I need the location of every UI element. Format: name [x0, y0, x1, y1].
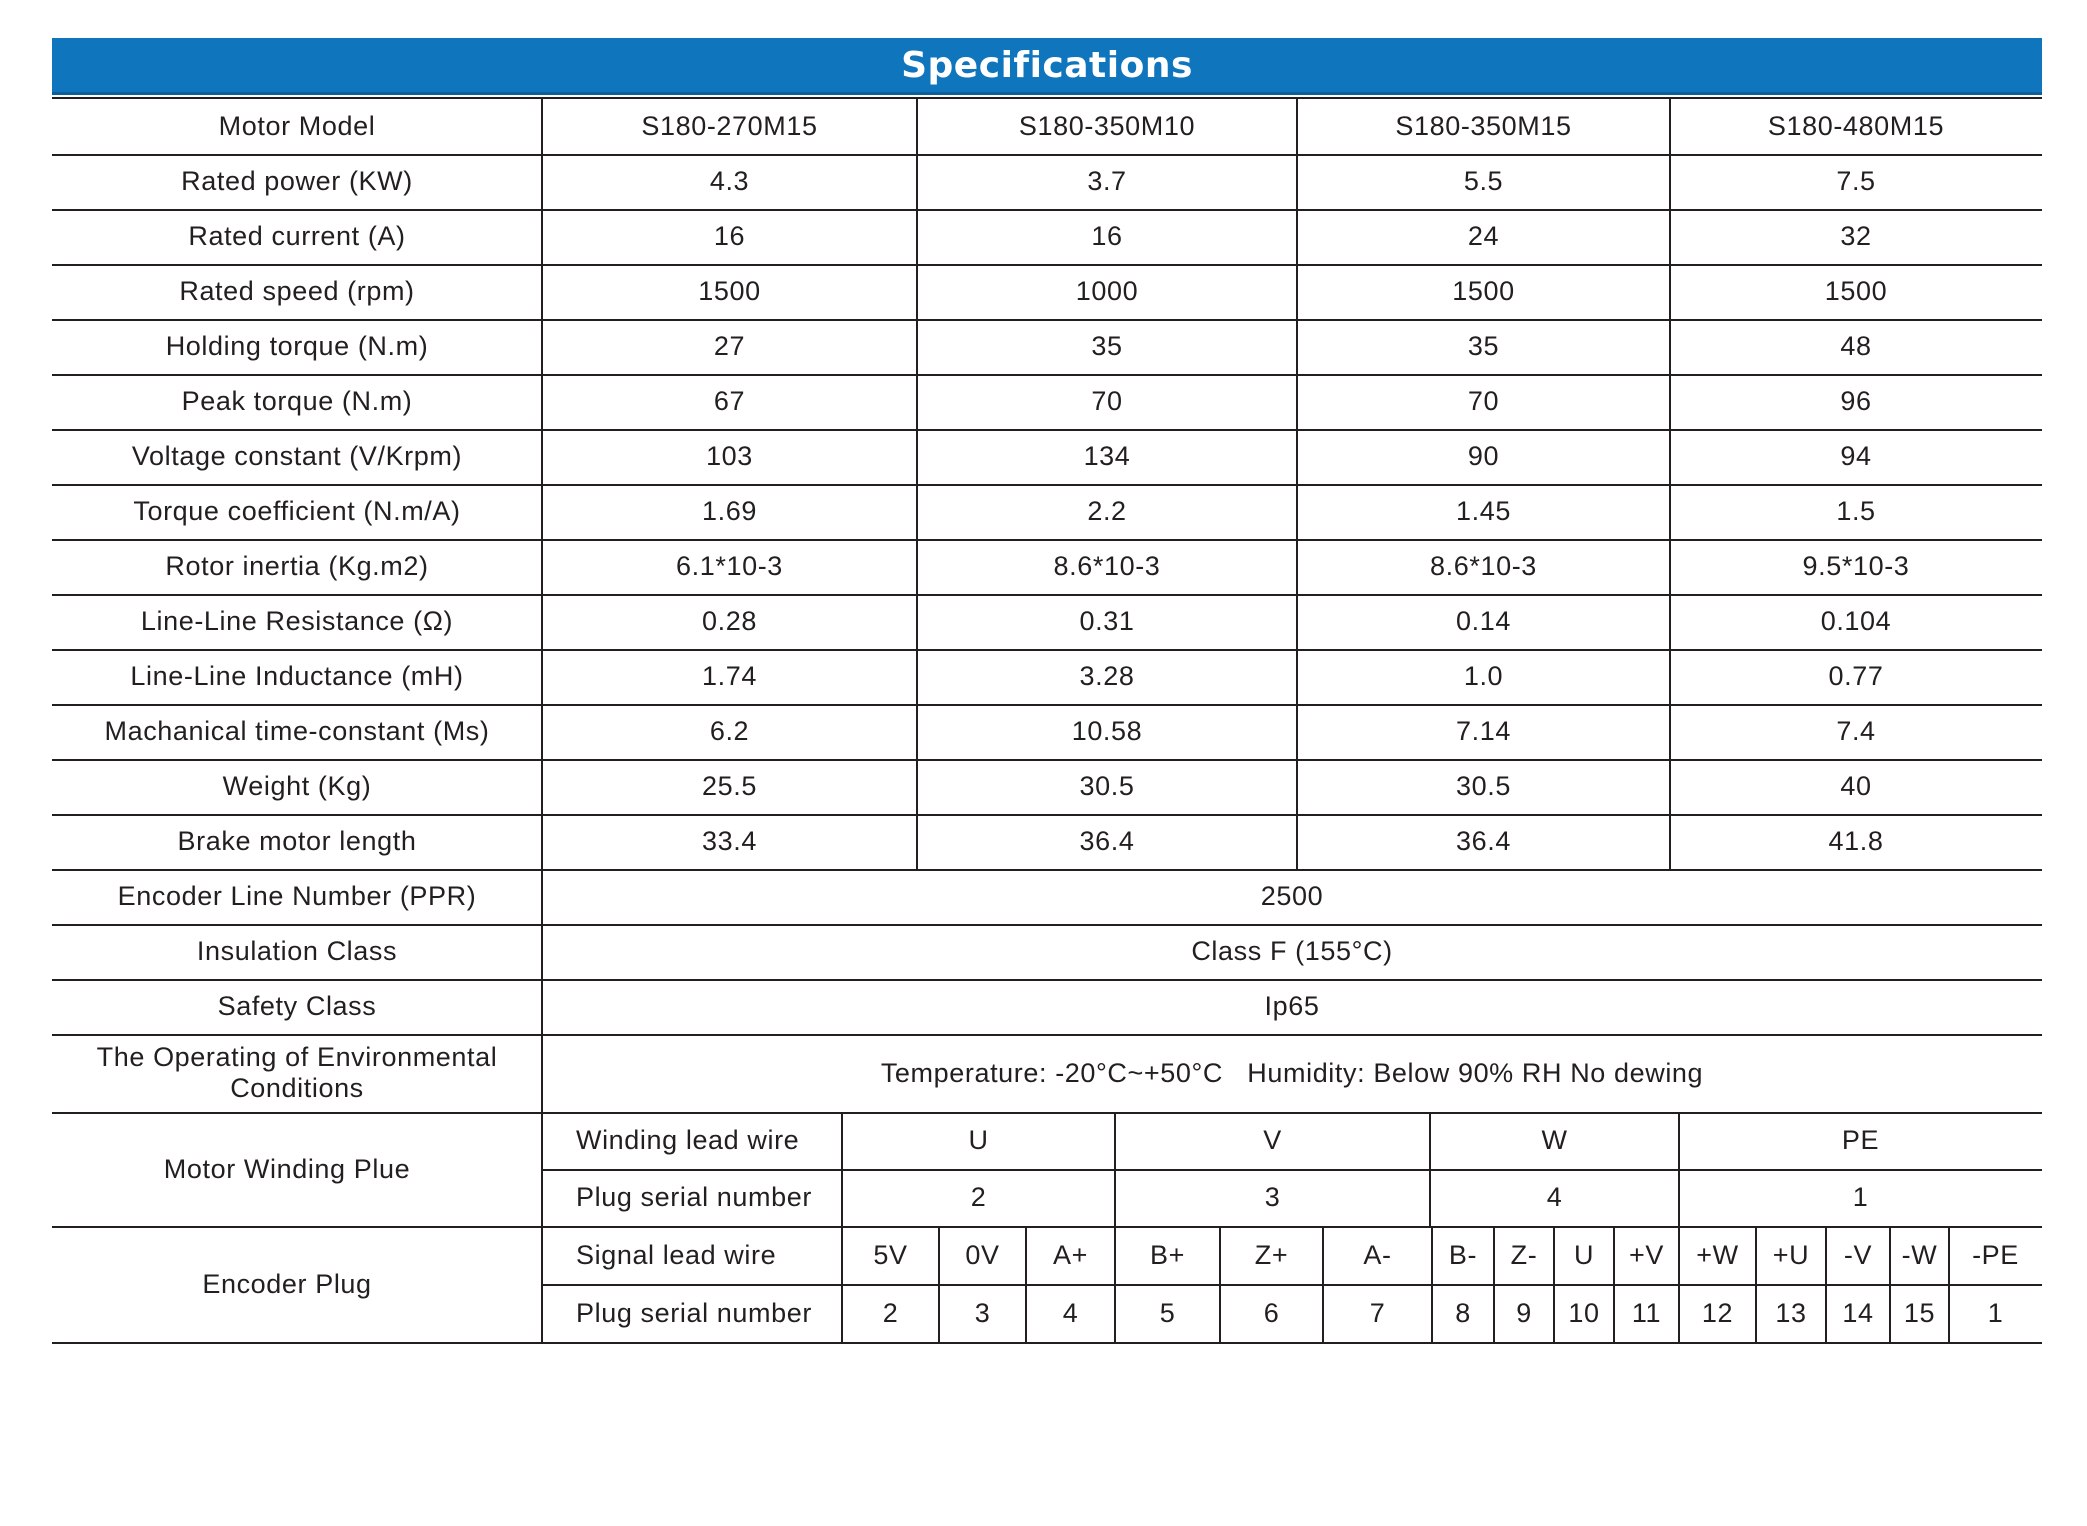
- winding-serial: 1: [1852, 1182, 1869, 1212]
- spec-label: Holding torque (N.m): [165, 331, 429, 361]
- model-name: S180-350M10: [1018, 111, 1196, 141]
- column-divider: [541, 99, 543, 1342]
- winding-wire: V: [1263, 1125, 1282, 1155]
- column-divider: [1429, 1112, 1431, 1226]
- column-divider: [1553, 1226, 1555, 1342]
- encoder-wire: B+: [1150, 1239, 1185, 1270]
- spec-value: 5.5: [1463, 166, 1504, 196]
- spec-value: 16: [713, 221, 746, 251]
- spec-label: Rated speed (rpm): [179, 276, 415, 306]
- spec-value: 7.4: [1836, 716, 1876, 746]
- spec-value: 3.7: [1087, 166, 1127, 196]
- spec-label: Torque coefficient (N.m/A): [133, 496, 461, 526]
- spec-value: 0.28: [702, 606, 757, 636]
- column-divider: [841, 1112, 843, 1226]
- spec-value: 94: [1840, 441, 1872, 471]
- spec-label: Voltage constant (V/Krpm): [131, 441, 463, 471]
- encoder-serial: 2: [882, 1297, 899, 1328]
- spec-value: 35: [1467, 331, 1500, 361]
- encoder-serial-label: Plug serial number: [576, 1297, 812, 1328]
- column-divider: [1825, 1226, 1827, 1342]
- spec-value: 2.2: [1087, 496, 1127, 526]
- spec-value: 6.1*10-3: [676, 551, 783, 581]
- spec-value: 9.5*10-3: [1802, 551, 1910, 581]
- column-divider: [1219, 1226, 1221, 1342]
- winding-serial: 2: [970, 1182, 987, 1212]
- spec-value: 36.4: [1456, 826, 1511, 856]
- spec-value: 96: [1840, 386, 1872, 416]
- encoder-serial: 6: [1263, 1297, 1280, 1328]
- row-divider: [52, 1342, 2042, 1344]
- spec-value: 0.31: [1079, 606, 1135, 636]
- spec-value: 36.4: [1079, 826, 1135, 856]
- common-label: Encoder Line Number (PPR): [117, 881, 477, 911]
- spec-value: 33.4: [702, 826, 757, 856]
- encoder-wire: B-: [1448, 1239, 1478, 1270]
- column-divider: [1296, 99, 1298, 869]
- encoder-serial: 11: [1631, 1297, 1662, 1328]
- spec-value: 1.74: [702, 661, 757, 691]
- spec-value: 7.5: [1836, 166, 1876, 196]
- column-divider: [916, 99, 918, 869]
- column-divider: [1678, 1226, 1680, 1342]
- spec-value: 1500: [698, 276, 761, 306]
- spec-label: Weight (Kg): [222, 771, 372, 801]
- encoder-wire: +U: [1772, 1239, 1810, 1270]
- column-divider: [1431, 1226, 1433, 1342]
- column-divider: [1493, 1226, 1495, 1342]
- spec-label: Line-Line Resistance (Ω): [140, 606, 454, 636]
- model-name: S180-350M15: [1395, 111, 1572, 141]
- encoder-serial: 7: [1369, 1297, 1386, 1328]
- spec-value: 30.5: [1079, 771, 1135, 801]
- spec-table: [52, 99, 2042, 1345]
- spec-value: 1.69: [702, 496, 757, 526]
- encoder-serial: 9: [1516, 1297, 1532, 1328]
- common-value: Ip65: [1264, 991, 1320, 1021]
- column-divider: [1755, 1226, 1757, 1342]
- winding-plug-label: Motor Winding Plue: [163, 1153, 411, 1184]
- spec-value: 8.6*10-3: [1430, 551, 1537, 581]
- spec-value: 25.5: [702, 771, 757, 801]
- winding-serial-label: Plug serial number: [576, 1182, 812, 1212]
- page-title: Specifications: [901, 44, 1193, 86]
- spec-label: Brake motor length: [177, 826, 417, 856]
- encoder-wire: A-: [1363, 1239, 1392, 1270]
- spec-value: 7.14: [1456, 716, 1511, 746]
- spec-value: 32: [1840, 221, 1872, 251]
- spec-value: 1500: [1452, 276, 1515, 306]
- column-divider: [1322, 1226, 1324, 1342]
- title-bar: [52, 38, 2042, 95]
- encoder-wire: 5V: [873, 1239, 908, 1270]
- spec-value: 40: [1840, 771, 1872, 801]
- spec-value: 27: [713, 331, 746, 361]
- encoder-wire: U: [1573, 1239, 1595, 1270]
- encoder-serial: 15: [1903, 1297, 1936, 1328]
- models-label: Motor Model: [218, 111, 376, 141]
- spec-value: 41.8: [1828, 826, 1884, 856]
- column-divider: [1114, 1226, 1116, 1342]
- spec-label: Line-Line Inductance (mH): [130, 661, 464, 691]
- column-divider: [1948, 1226, 1950, 1342]
- spec-value: 8.6*10-3: [1053, 551, 1161, 581]
- spec-value: 1.5: [1836, 496, 1876, 526]
- encoder-wire-label: Signal lead wire: [576, 1239, 777, 1270]
- common-value: 2500: [1260, 881, 1324, 911]
- column-divider: [1025, 1226, 1027, 1342]
- common-label: Insulation Class: [196, 936, 398, 966]
- common-label: Safety Class: [217, 991, 377, 1021]
- spec-label: Machanical time-constant (Ms): [104, 716, 490, 746]
- spec-value: 1000: [1075, 276, 1139, 306]
- encoder-serial: 5: [1159, 1297, 1176, 1328]
- winding-wire-label: Winding lead wire: [576, 1125, 800, 1155]
- spec-value: 1.45: [1456, 496, 1511, 526]
- column-divider: [1613, 1226, 1615, 1342]
- spec-value: 70: [1091, 386, 1123, 416]
- spec-value: 48: [1840, 331, 1872, 361]
- spec-value: 6.2: [709, 716, 750, 746]
- winding-serial: 4: [1546, 1182, 1563, 1212]
- winding-wire: W: [1541, 1125, 1568, 1155]
- column-divider: [938, 1226, 940, 1342]
- spec-label: Rated power (KW): [181, 166, 413, 196]
- spec-value: 24: [1467, 221, 1500, 251]
- model-name: S180-480M15: [1767, 111, 1945, 141]
- encoder-wire: A+: [1053, 1239, 1088, 1270]
- spec-value: 35: [1091, 331, 1123, 361]
- spec-label: Peak torque (N.m): [181, 386, 413, 416]
- encoder-serial: 8: [1455, 1297, 1471, 1328]
- encoder-serial: 13: [1775, 1297, 1807, 1328]
- spec-value: 90: [1467, 441, 1500, 471]
- encoder-serial: 14: [1842, 1297, 1874, 1328]
- spec-value: 70: [1467, 386, 1500, 416]
- winding-wire: U: [968, 1125, 989, 1155]
- encoder-wire: 0V: [965, 1239, 1000, 1270]
- spec-value: 4.3: [709, 166, 750, 196]
- specifications-sheet: [52, 38, 2042, 1345]
- spec-label: Rotor inertia (Kg.m2): [165, 551, 429, 581]
- column-divider: [1669, 99, 1671, 869]
- encoder-serial: 10: [1568, 1297, 1600, 1328]
- encoder-serial: 1: [1987, 1297, 2004, 1328]
- common-value: Class F (155°C): [1191, 936, 1393, 966]
- encoder-wire: -V: [1843, 1239, 1873, 1270]
- model-name: S180-270M15: [641, 111, 818, 141]
- spec-value: 30.5: [1456, 771, 1511, 801]
- spec-label: Rated current (A): [188, 221, 406, 251]
- encoder-wire: -PE: [1972, 1239, 2019, 1270]
- encoder-plug-label: Encoder Plug: [202, 1268, 372, 1299]
- spec-value: 134: [1083, 441, 1131, 471]
- column-divider: [1678, 1112, 1680, 1226]
- encoder-serial: 12: [1701, 1297, 1734, 1328]
- encoder-wire: +V: [1629, 1239, 1664, 1270]
- encoder-wire: Z-: [1510, 1239, 1538, 1270]
- encoder-serial: 4: [1062, 1297, 1079, 1328]
- column-divider: [1114, 1112, 1116, 1226]
- spec-value: 67: [713, 386, 746, 416]
- column-divider: [1889, 1226, 1891, 1342]
- environment-label: The Operating of Environmental Conditions: [96, 1042, 498, 1103]
- environment-value: Temperature: -20°C~+50°C Humidity: Below 90% RH No dewing: [880, 1057, 1704, 1088]
- spec-value: 103: [706, 441, 753, 471]
- encoder-serial: 3: [974, 1297, 991, 1328]
- row-divider: [542, 1284, 2042, 1286]
- winding-wire: PE: [1841, 1125, 1880, 1155]
- spec-value: 0.77: [1828, 661, 1884, 691]
- spec-value: 0.104: [1820, 606, 1892, 636]
- row-divider: [542, 1169, 2042, 1171]
- encoder-wire: Z+: [1254, 1239, 1289, 1270]
- spec-value: 1500: [1824, 276, 1888, 306]
- encoder-wire: -W: [1901, 1239, 1938, 1270]
- spec-value: 16: [1091, 221, 1123, 251]
- column-divider: [841, 1226, 843, 1342]
- spec-value: 3.28: [1079, 661, 1135, 691]
- spec-value: 10.58: [1071, 716, 1143, 746]
- encoder-wire: +W: [1696, 1239, 1739, 1270]
- spec-value: 0.14: [1456, 606, 1511, 636]
- spec-value: 1.0: [1463, 661, 1504, 691]
- winding-serial: 3: [1264, 1182, 1281, 1212]
